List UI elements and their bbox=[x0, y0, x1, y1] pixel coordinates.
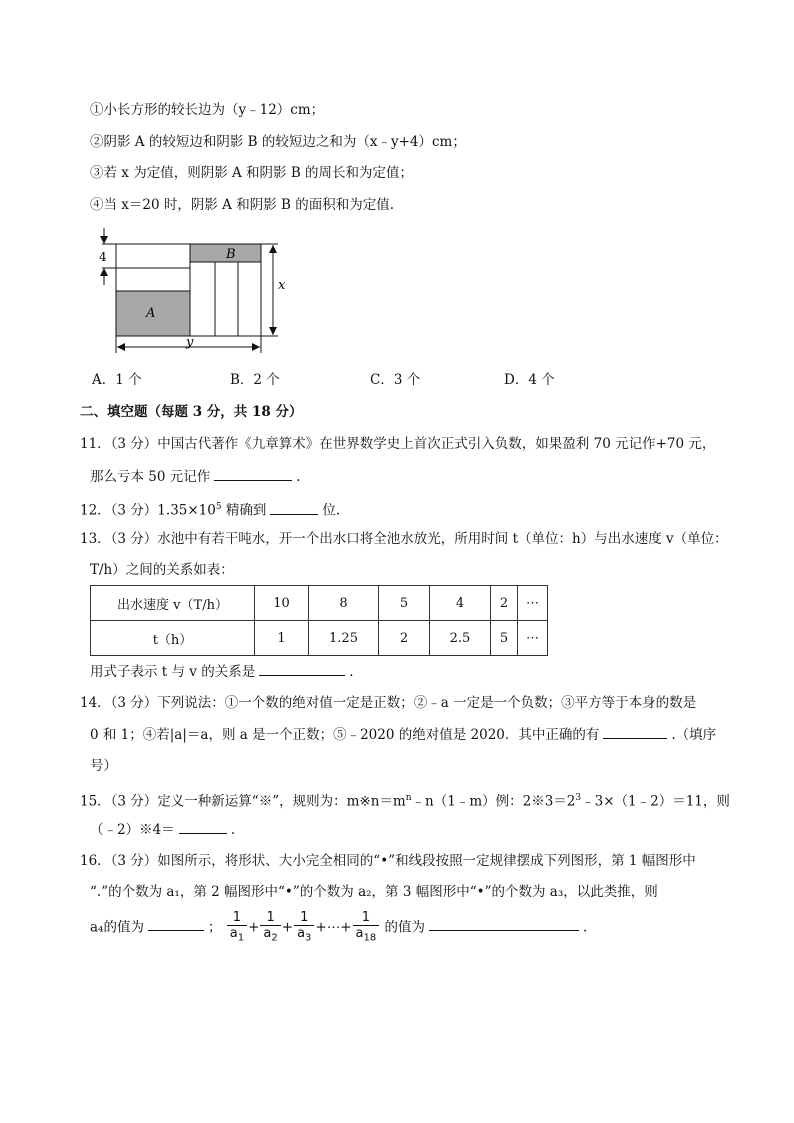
table-cell: t（h） bbox=[91, 621, 255, 656]
q15-line2: （﹣2）※4＝ . bbox=[90, 819, 235, 840]
q16-line3: a₄的值为 ； $\frac{1}{a_1}$ + $\frac{1}{a_2}$ + $\frac{1}{a_3}$ +⋯+ $\frac{1}{a_{18}}$ 的值为 . bbox=[90, 910, 588, 944]
label-A: A bbox=[146, 306, 156, 321]
q14-line1: 14．（3 分）下列说法：①一个数的绝对值一定是正数；②﹣a 一定是一个负数；③平方等于本身的数是 bbox=[80, 695, 697, 711]
q12-line: 12．（3 分）$1.35\times 10^5$ 精确到 位. bbox=[80, 497, 340, 521]
table-cell: 1 bbox=[255, 621, 309, 656]
label-y: y bbox=[186, 335, 194, 350]
q16-line1: 16．（3 分）如图所示，将形状、大小完全相同的“•”和线段按照一定规律摆成下列图形，第 1 幅图形中 bbox=[80, 853, 696, 869]
q16-line2: “.”的个数为 a₁，第 2 幅图形中“•”的个数为 a₂，第 3 幅图形中“•”的个数为 a₃，以此类推，则 bbox=[90, 884, 658, 900]
table-row bbox=[91, 621, 548, 656]
statement-3: ③若 x 为定值，则阴影 A 和阴影 B 的周长和为定值； bbox=[90, 165, 414, 181]
fraction-2: $\frac{1}{a_2}$ bbox=[260, 910, 280, 946]
option-a[interactable]: A．1 个 bbox=[92, 372, 142, 388]
q13-line2: T/h）之间的关系如表： bbox=[90, 562, 234, 578]
table-cell: 10 bbox=[255, 586, 309, 621]
option-d[interactable]: D．4 个 bbox=[504, 372, 555, 388]
q11-answer-blank[interactable] bbox=[214, 466, 292, 481]
rectangle-figure bbox=[90, 225, 290, 360]
label-x: x bbox=[278, 278, 286, 293]
table-cell: 1.25 bbox=[309, 621, 379, 656]
q11-line1: 11．（3 分）中国古代著作《九章算术》在世界数学史上首次正式引入负数，如果盈利 70 元记作+70 元， bbox=[80, 436, 716, 452]
statement-1: ①小长方形的较长边为（y﹣12）cm； bbox=[90, 102, 325, 118]
table-cell: 5 bbox=[379, 586, 430, 621]
fraction-3: $\frac{1}{a_3}$ bbox=[294, 910, 314, 946]
q16-sum-blank[interactable] bbox=[429, 916, 579, 931]
q14-line2: 0 和 1；④若|a|＝a，则 a 是一个正数；⑤﹣2020 的绝对值是 2020．其中正确的有 .（填序 bbox=[90, 724, 716, 745]
table-cell: ⋯ bbox=[518, 621, 548, 656]
q13-line3: 用式子表示 t 与 v 的关系是 . bbox=[90, 661, 354, 682]
table-cell: 5 bbox=[491, 621, 518, 656]
q13-line1: 13．（3 分）水池中有若干吨水，开一个出水口将全池水放光，所用时间 t（单位：h）与出水速度 v（单位： bbox=[80, 531, 728, 547]
q15-line1: 15．（3 分）定义一种新运算“※”，规则为：$m※n=m^n﹣n(1﹣m)$例：$2※3=2^3﹣3\times(1﹣2)=11$，则 bbox=[80, 793, 730, 810]
q15-answer-blank[interactable] bbox=[179, 819, 227, 834]
table-cell: ⋯ bbox=[518, 586, 548, 621]
statement-2: ②阴影 A 的较短边和阴影 B 的较短边之和为（x﹣y+4）cm； bbox=[90, 134, 466, 150]
fraction-18: $\frac{1}{a_{18}}$ bbox=[353, 910, 380, 946]
section-title: 二、填空题（每题 3 分，共 18 分） bbox=[80, 404, 303, 420]
statement-4: ④当 x＝20 时，阴影 A 和阴影 B 的面积和为定值. bbox=[90, 197, 394, 213]
option-b[interactable]: B．2 个 bbox=[230, 372, 280, 388]
table-cell: 2 bbox=[491, 586, 518, 621]
option-c[interactable]: C．3 个 bbox=[370, 372, 421, 388]
q14-line3: 号） bbox=[90, 758, 117, 774]
table-cell: 2.5 bbox=[430, 621, 491, 656]
table-row bbox=[91, 586, 548, 621]
table-cell: 4 bbox=[430, 586, 491, 621]
label-4: 4 bbox=[99, 250, 107, 264]
q12-answer-blank[interactable] bbox=[270, 500, 318, 515]
label-B: B bbox=[226, 247, 236, 262]
fraction-1: $\frac{1}{a_1}$ bbox=[227, 910, 247, 946]
q13-answer-blank[interactable] bbox=[259, 661, 345, 676]
q14-answer-blank[interactable] bbox=[603, 724, 667, 739]
q11-line2: 那么亏本 50 元记作 . bbox=[90, 466, 301, 487]
table-cell: 出水速度 v（T/h） bbox=[91, 586, 255, 621]
table-cell: 2 bbox=[379, 621, 430, 656]
data-table bbox=[90, 585, 548, 656]
q16-a4-blank[interactable] bbox=[148, 916, 204, 931]
table-cell: 8 bbox=[309, 586, 379, 621]
